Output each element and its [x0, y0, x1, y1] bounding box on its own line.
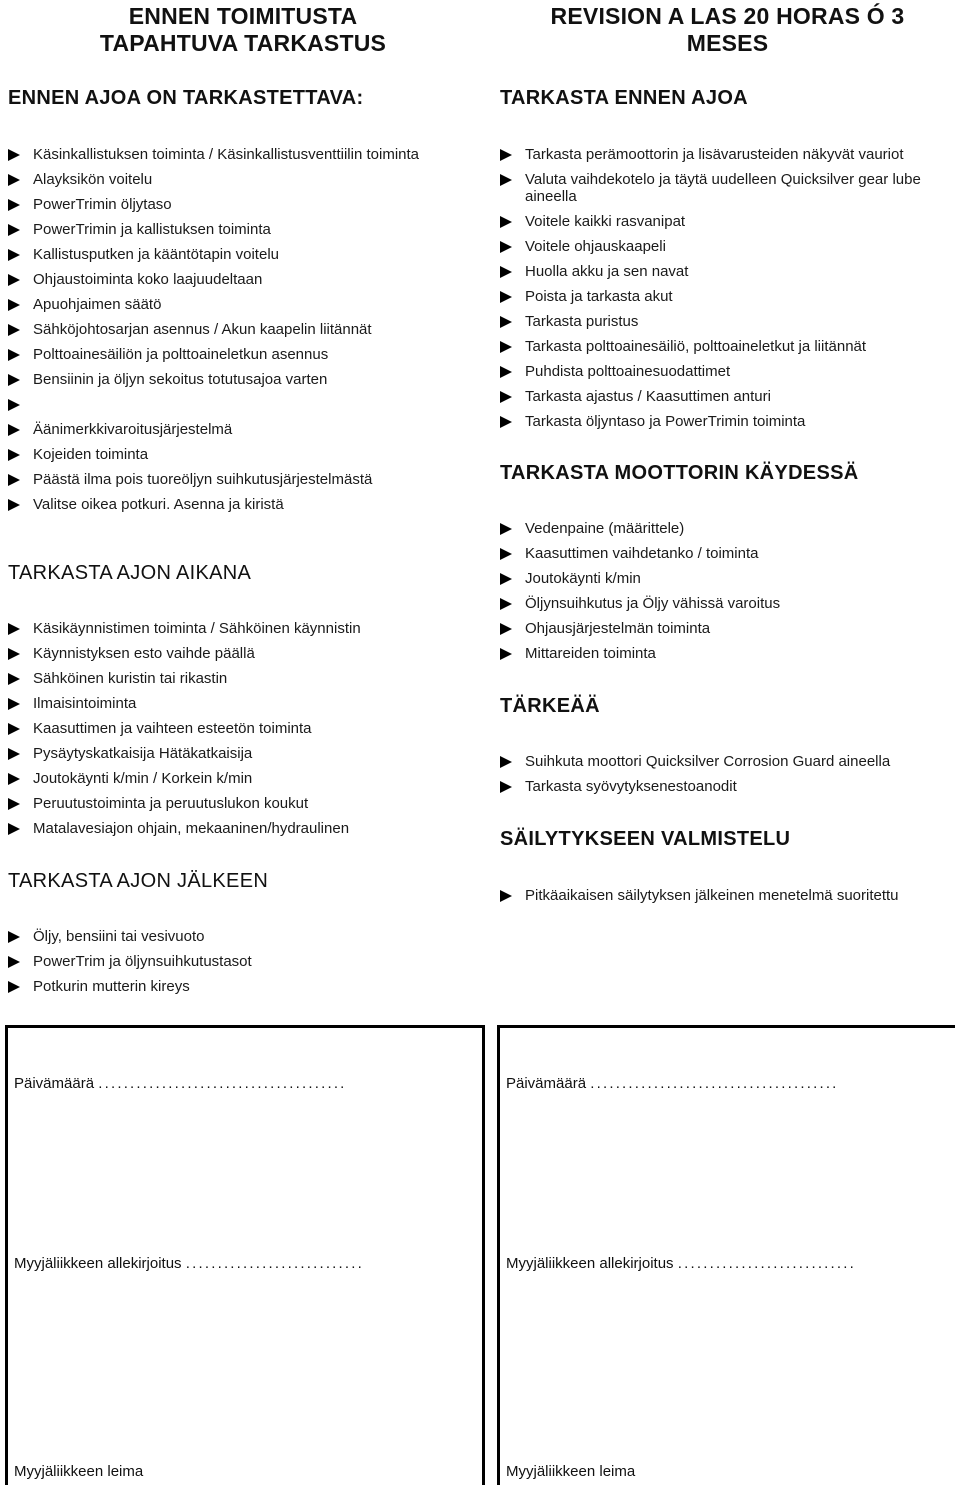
bullet-arrow-icon — [500, 291, 512, 303]
checklist-item — [8, 171, 478, 188]
checklist-item-text: PowerTrimin ja kallistuksen toiminta — [33, 221, 271, 238]
right-date-field[interactable] — [506, 1075, 839, 1092]
bullet-arrow-icon — [8, 374, 20, 386]
left-section1-list — [8, 146, 478, 521]
checklist-item — [500, 263, 955, 280]
checklist-item — [500, 338, 955, 355]
checklist-item — [500, 570, 955, 587]
checklist-item — [8, 978, 478, 995]
checklist-item-text: Sähköjohtosarjan asennus / Akun kaapelin liitännät — [33, 321, 372, 338]
checklist-item — [500, 213, 955, 230]
left-signature-field[interactable] — [14, 1255, 364, 1272]
right-form-box — [497, 1025, 955, 1485]
right-main-title — [500, 3, 955, 57]
bullet-arrow-icon — [8, 174, 20, 186]
right-stamp-label: Myyjäliikkeen leima — [506, 1463, 636, 1480]
checklist-item-text: Vedenpaine (määrittele) — [525, 520, 685, 537]
checklist-item-text: Joutokäynti k/min — [525, 570, 641, 587]
right-title-line1: REVISION A LAS 20 HORAS Ó 3 — [550, 3, 905, 29]
bullet-arrow-icon — [500, 623, 512, 635]
checklist-item-text: Tarkasta polttoainesäiliö, polttoaineletkut ja liitännät — [525, 338, 867, 355]
checklist-item-text: Kojeiden toiminta — [33, 446, 149, 463]
bullet-arrow-icon — [8, 399, 20, 411]
bullet-arrow-icon — [500, 598, 512, 610]
checklist-item — [8, 246, 478, 263]
left-main-title — [8, 3, 478, 57]
bullet-arrow-icon — [500, 241, 512, 253]
checklist-item — [500, 520, 955, 537]
checklist-item — [500, 645, 955, 662]
bullet-arrow-icon — [8, 324, 20, 336]
checklist-item — [8, 296, 478, 313]
checklist-item-text: Voitele ohjauskaapeli — [525, 238, 666, 255]
checklist-item-text: Voitele kaikki rasvanipat — [525, 213, 686, 230]
right-column — [500, 0, 955, 1020]
bullet-arrow-icon — [500, 781, 512, 793]
left-title-line2: TAPAHTUVA TARKASTUS — [99, 30, 387, 56]
checklist-item-text: Pysäytyskatkaisija Hätäkatkaisija — [33, 745, 253, 762]
checklist-item — [500, 887, 955, 904]
checklist-item — [8, 496, 478, 513]
right-signature-dots: ............................ — [677, 1255, 857, 1272]
checklist-item — [8, 695, 478, 712]
checklist-item — [8, 321, 478, 338]
right-section3-list — [500, 753, 955, 803]
checklist-item-text: Äänimerkkivaroitusjärjestelmä — [33, 421, 233, 438]
checklist-item-text: Huolla akku ja sen navat — [525, 263, 689, 280]
checklist-item-text: Tarkasta syövytyksenestoanodit — [525, 778, 737, 795]
left-section2-list — [8, 620, 478, 845]
checklist-item — [8, 820, 478, 837]
checklist-item-text: Mittareiden toiminta — [525, 645, 656, 662]
left-date-label: Päivämäärä — [14, 1075, 95, 1092]
bullet-arrow-icon — [8, 798, 20, 810]
checklist-item — [8, 196, 478, 213]
right-section1-title: TARKASTA ENNEN AJOA — [500, 87, 748, 109]
checklist-item — [500, 753, 955, 770]
checklist-item — [8, 953, 478, 970]
bullet-arrow-icon — [500, 890, 512, 902]
checklist-item — [500, 595, 955, 612]
checklist-item-text: Öljy, bensiini tai vesivuoto — [33, 928, 205, 945]
bullet-arrow-icon — [500, 573, 512, 585]
bullet-arrow-icon — [8, 474, 20, 486]
right-section2-title: TARKASTA MOOTTORIN KÄYDESSÄ — [500, 462, 859, 484]
right-section4-title: SÄILYTYKSEEN VALMISTELU — [500, 828, 791, 850]
checklist-item-text: Käsikäynnistimen toiminta / Sähköinen käynnistin — [33, 620, 361, 637]
checklist-item-text: Ilmaisintoiminta — [33, 695, 137, 712]
bullet-arrow-icon — [500, 174, 512, 186]
checklist-item-text: Alayksikön voitelu — [33, 171, 153, 188]
right-date-dots: ....................................... — [590, 1075, 839, 1092]
checklist-item — [8, 221, 478, 238]
left-section3-list — [8, 928, 478, 1003]
checklist-item — [8, 928, 478, 945]
bullet-arrow-icon — [8, 648, 20, 660]
right-signature-field[interactable] — [506, 1255, 856, 1272]
left-signature-label: Myyjäliikkeen allekirjoitus — [14, 1255, 182, 1272]
bullet-arrow-icon — [8, 956, 20, 968]
bullet-arrow-icon — [8, 449, 20, 461]
bullet-arrow-icon — [8, 773, 20, 785]
right-section3-title: TÄRKEÄÄ — [500, 695, 600, 717]
checklist-item-text: Potkurin mutterin kireys — [33, 978, 190, 995]
left-date-dots: ....................................... — [98, 1075, 347, 1092]
checklist-item-text: PowerTrimin öljytaso — [33, 196, 172, 213]
checklist-item-text: Pitkäaikaisen säilytyksen jälkeinen menetelmä suoritettu — [525, 887, 899, 904]
checklist-item-text: Öljynsuihkutus ja Öljy vähissä varoitus — [525, 595, 781, 612]
checklist-item-text: Suihkuta moottori Quicksilver Corrosion Guard aineella — [525, 753, 891, 770]
bullet-arrow-icon — [8, 931, 20, 943]
checklist-item-text: Kaasuttimen ja vaihteen esteetön toiminta — [33, 720, 312, 737]
right-title-line2: MESES — [686, 30, 769, 56]
checklist-item — [8, 346, 478, 363]
left-section2-title: TARKASTA AJON AIKANA — [8, 562, 252, 584]
checklist-item — [8, 471, 478, 488]
checklist-item — [8, 446, 478, 463]
checklist-item-text: Ohjaustoiminta koko laajuudeltaan — [33, 271, 263, 288]
checklist-item-text: Käynnistyksen esto vaihde päällä — [33, 645, 255, 662]
checklist-item-text: Kaasuttimen vaihdetanko / toiminta — [525, 545, 759, 562]
checklist-item — [500, 388, 955, 405]
checklist-item-text: Puhdista polttoainesuodattimet — [525, 363, 731, 380]
bullet-arrow-icon — [500, 648, 512, 660]
bullet-arrow-icon — [8, 981, 20, 993]
left-title-line1: ENNEN TOIMITUSTA — [128, 3, 358, 29]
checklist-item — [8, 670, 478, 687]
left-section1-title: ENNEN AJOA ON TARKASTETTAVA: — [8, 87, 364, 109]
right-section2-list — [500, 520, 955, 670]
checklist-item-text: Joutokäynti k/min / Korkein k/min — [33, 770, 253, 787]
checklist-item — [8, 620, 478, 637]
checklist-item — [500, 288, 955, 305]
checklist-item-text: Valuta vaihdekotelo ja täytä uudelleen Quicksilver gear lube aineella — [525, 171, 921, 205]
bullet-arrow-icon — [8, 424, 20, 436]
checklist-item-text: Käsinkallistuksen toiminta / Käsinkallistusventtiilin toiminta — [33, 146, 420, 163]
checklist-item — [500, 620, 955, 637]
checklist-item — [8, 770, 478, 787]
checklist-item-text: Tarkasta öljyntaso ja PowerTrimin toiminta — [525, 413, 806, 430]
checklist-item-text: Kallistusputken ja kääntötapin voitelu — [33, 246, 279, 263]
bullet-arrow-icon — [8, 249, 20, 261]
left-section3-title: TARKASTA AJON JÄLKEEN — [8, 870, 269, 892]
right-date-label: Päivämäärä — [506, 1075, 587, 1092]
bullet-arrow-icon — [500, 756, 512, 768]
checklist-item — [8, 645, 478, 662]
checklist-item — [500, 778, 955, 795]
checklist-item — [8, 396, 478, 413]
left-form-box — [5, 1025, 485, 1485]
checklist-item-text: Tarkasta perämoottorin ja lisävarusteiden näkyvät vauriot — [525, 146, 904, 163]
checklist-item — [8, 146, 478, 163]
checklist-item-text: Tarkasta ajastus / Kaasuttimen anturi — [525, 388, 771, 405]
checklist-item-text: Apuohjaimen säätö — [33, 296, 162, 313]
left-signature-dots: ............................ — [185, 1255, 365, 1272]
checklist-item — [8, 421, 478, 438]
bullet-arrow-icon — [500, 266, 512, 278]
bullet-arrow-icon — [500, 416, 512, 428]
right-stamp-field[interactable] — [506, 1463, 635, 1480]
checklist-item-text: Ohjausjärjestelmän toiminta — [525, 620, 711, 637]
bullet-arrow-icon — [8, 149, 20, 161]
checklist-item — [500, 545, 955, 562]
bullet-arrow-icon — [8, 723, 20, 735]
checklist-item — [500, 313, 955, 330]
checklist-item-text: Tarkasta puristus — [525, 313, 639, 330]
bullet-arrow-icon — [8, 698, 20, 710]
bullet-arrow-icon — [500, 316, 512, 328]
bullet-arrow-icon — [500, 216, 512, 228]
checklist-item-text — [33, 396, 37, 413]
bullet-arrow-icon — [8, 224, 20, 236]
checklist-item — [500, 171, 955, 205]
checklist-item — [500, 413, 955, 430]
right-section1-list — [500, 146, 955, 438]
bullet-arrow-icon — [8, 823, 20, 835]
bullet-arrow-icon — [8, 623, 20, 635]
checklist-item — [500, 363, 955, 380]
checklist-item-text: Peruutustoiminta ja peruutuslukon koukut — [33, 795, 309, 812]
right-signature-label: Myyjäliikkeen allekirjoitus — [506, 1255, 674, 1272]
checklist-item — [8, 745, 478, 762]
left-stamp-label: Myyjäliikkeen leima — [14, 1463, 144, 1480]
checklist-item — [8, 371, 478, 388]
left-column — [8, 0, 478, 1020]
checklist-item-text: Valitse oikea potkuri. Asenna ja kiristä — [33, 496, 284, 513]
bullet-arrow-icon — [500, 149, 512, 161]
bullet-arrow-icon — [8, 274, 20, 286]
right-section4-list — [500, 887, 955, 912]
bullet-arrow-icon — [8, 299, 20, 311]
bullet-arrow-icon — [500, 366, 512, 378]
bullet-arrow-icon — [8, 349, 20, 361]
bullet-arrow-icon — [8, 673, 20, 685]
signature-boxes — [5, 1025, 955, 1485]
bullet-arrow-icon — [8, 748, 20, 760]
bullet-arrow-icon — [500, 341, 512, 353]
checklist-item-text: PowerTrim ja öljynsuihkutustasot — [33, 953, 252, 970]
checklist-item-text: Bensiinin ja öljyn sekoitus totutusajoa varten — [33, 371, 328, 388]
checklist-item-text: Sähköinen kuristin tai rikastin — [33, 670, 228, 687]
bullet-arrow-icon — [500, 391, 512, 403]
checklist-item — [8, 271, 478, 288]
bullet-arrow-icon — [500, 548, 512, 560]
checklist-item — [500, 238, 955, 255]
left-stamp-field[interactable] — [14, 1463, 143, 1480]
bullet-arrow-icon — [8, 199, 20, 211]
checklist-item-text: Matalavesiajon ohjain, mekaaninen/hydraulinen — [33, 820, 350, 837]
checklist-item-text: Polttoainesäiliön ja polttoaineletkun asennus — [33, 346, 329, 363]
checklist-item-text: Poista ja tarkasta akut — [525, 288, 673, 305]
bullet-arrow-icon — [8, 499, 20, 511]
checklist-item — [8, 795, 478, 812]
checklist-item-text: Päästä ilma pois tuoreöljyn suihkutusjärjestelmästä — [33, 471, 373, 488]
checklist-item — [8, 720, 478, 737]
checklist-item — [500, 146, 955, 163]
bullet-arrow-icon — [500, 523, 512, 535]
left-date-field[interactable] — [14, 1075, 347, 1092]
